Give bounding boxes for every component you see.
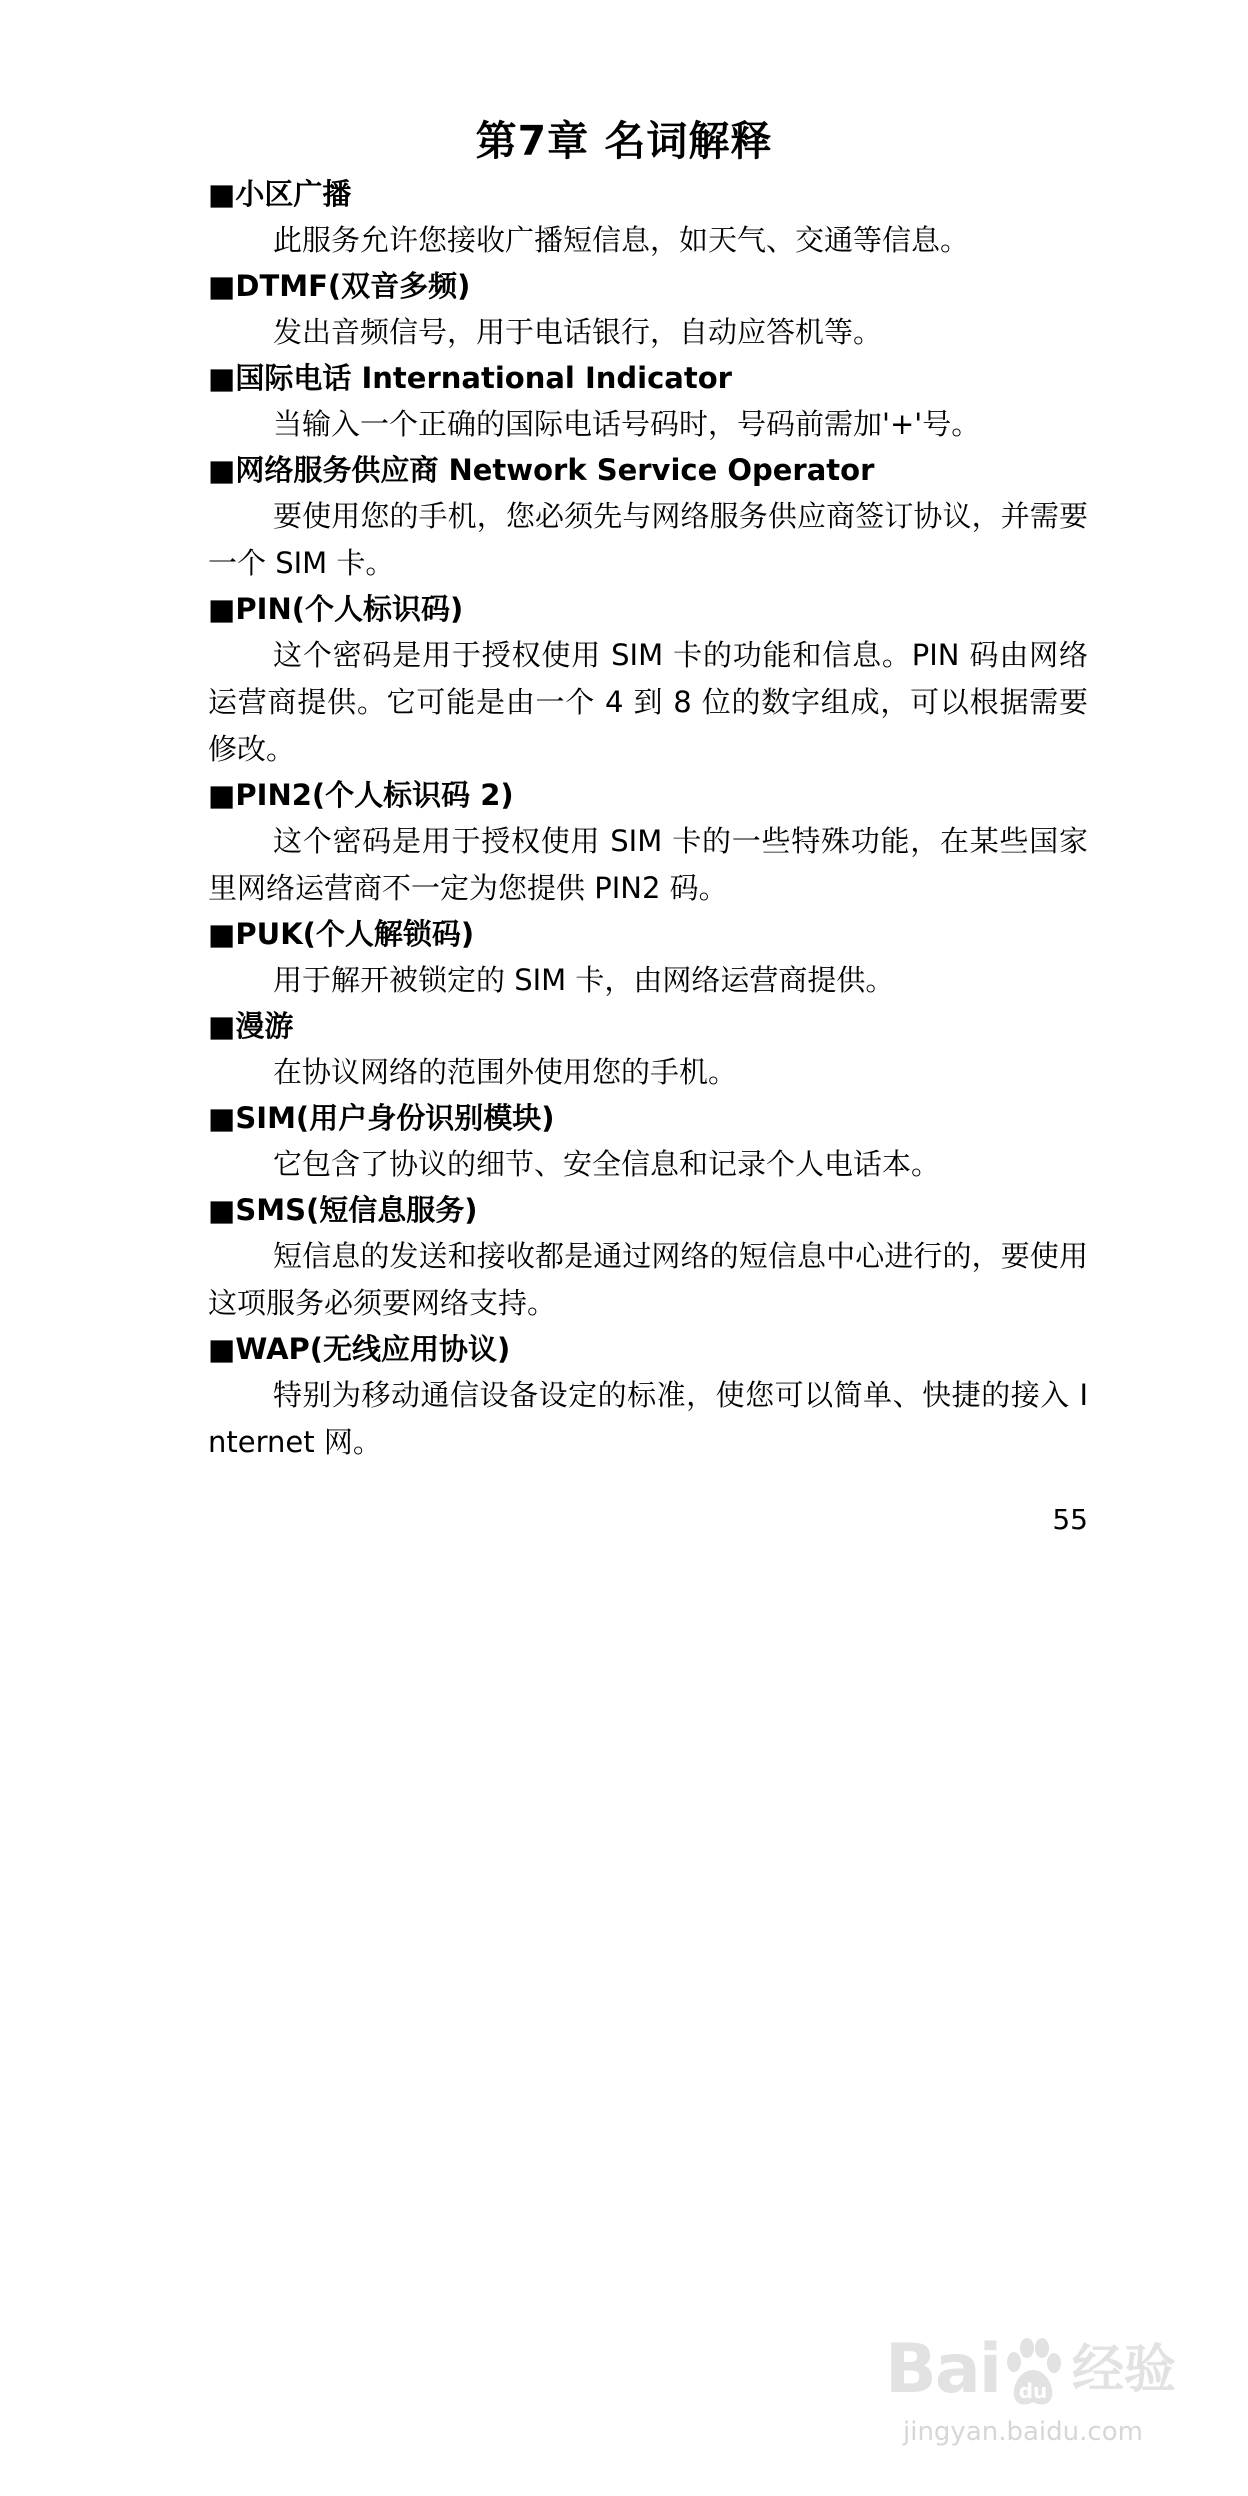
watermark-url: jingyan.baidu.com [903, 2417, 1143, 2447]
page-number: 55 [1052, 1503, 1088, 1536]
glossary-entry [208, 448, 1088, 587]
glossary-term: ■PIN2(个人标识码 2) [208, 778, 514, 812]
glossary-term: ■国际电话 International Indicator [208, 361, 732, 395]
glossary-entry [208, 1327, 1088, 1466]
glossary-term: ■网络服务供应商 Network Service Operator [208, 453, 875, 487]
glossary-term: ■DTMF(双音多频) [208, 269, 471, 303]
glossary-term: ■PUK(个人解锁码) [208, 917, 475, 951]
glossary-entry [208, 773, 1088, 912]
glossary-entry [208, 587, 1088, 773]
watermark-product: 经验 [1072, 2340, 1177, 2400]
glossary-entry [208, 172, 1088, 264]
glossary-entry [208, 1004, 1088, 1096]
watermark-logo [885, 2320, 1176, 2410]
glossary-description: 在协议网络的范围外使用您的手机。 [273, 1055, 738, 1089]
glossary-term: ■漫游 [208, 1009, 294, 1043]
glossary-entry [208, 264, 1088, 356]
glossary-description: 它包含了协议的细节、安全信息和记录个人电话本。 [273, 1147, 941, 1181]
watermark-brand: Bai [885, 2330, 1001, 2409]
glossary-description: 要使用您的手机，您必须先与网络服务供应商签订协议，并需要一个 SIM 卡。 [208, 499, 1088, 580]
chapter-title: 第7章 名词解释 [475, 117, 773, 165]
glossary-description: 发出音频信号，用于电话银行，自动应答机等。 [273, 315, 883, 349]
glossary-description: 这个密码是用于授权使用 SIM 卡的功能和信息。PIN 码由网络运营商提供。它可能是由一个 4 到 8 位的数字组成，可以根据需要修改。 [208, 638, 1088, 766]
glossary-list [208, 172, 1088, 1466]
paw-icon [1002, 2336, 1064, 2410]
glossary-description: 这个密码是用于授权使用 SIM 卡的一些特殊功能，在某些国家里网络运营商不一定为您提供 PIN2 码。 [208, 824, 1088, 905]
glossary-term: ■SIM(用户身份识别模块) [208, 1101, 555, 1135]
glossary-term: ■小区广播 [208, 177, 352, 211]
glossary-description: 此服务允许您接收广播短信息，如天气、交通等信息。 [273, 223, 970, 257]
svg-text:du: du [1018, 2379, 1048, 2403]
glossary-term: ■PIN(个人标识码) [208, 592, 464, 626]
glossary-description: 当输入一个正确的国际电话号码时，号码前需加'+'号。 [273, 407, 981, 441]
baidu-jingyan-watermark [885, 2300, 1215, 2470]
glossary-entry [208, 356, 1088, 448]
glossary-description: 短信息的发送和接收都是通过网络的短信息中心进行的，要使用这项服务必须要网络支持。 [208, 1239, 1088, 1320]
glossary-description: 特别为移动通信设备设定的标准，使您可以简单、快捷的接入 Internet 网。 [208, 1378, 1088, 1459]
glossary-term: ■WAP(无线应用协议) [208, 1332, 511, 1366]
glossary-entry [208, 1188, 1088, 1327]
glossary-entry [208, 1096, 1088, 1188]
glossary-term: ■SMS(短信息服务) [208, 1193, 478, 1227]
glossary-entry [208, 912, 1088, 1004]
glossary-description: 用于解开被锁定的 SIM 卡，由网络运营商提供。 [273, 963, 895, 997]
